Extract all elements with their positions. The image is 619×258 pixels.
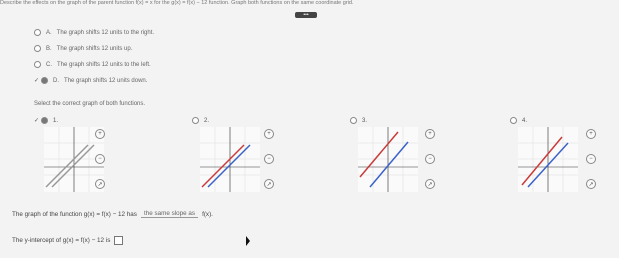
option-text: The graph shifts 12 units down. <box>64 77 148 84</box>
zoom-in-icon[interactable]: + <box>586 129 596 139</box>
zoom-in-icon[interactable]: + <box>95 129 105 139</box>
zoom-in-icon[interactable]: + <box>425 129 435 139</box>
graph-choice-3[interactable] <box>350 117 367 124</box>
mouse-cursor-icon <box>246 236 250 246</box>
slope-sentence-suffix: f(x). <box>202 210 213 218</box>
zoom-out-icon[interactable]: − <box>95 154 105 164</box>
zoom-in-icon[interactable]: + <box>264 129 274 139</box>
intercept-sentence-prefix: The y-intercept of g(x) = f(x) − 12 is <box>12 237 111 244</box>
option-letter: B. <box>46 45 52 52</box>
more-button[interactable]: ••• <box>295 12 317 18</box>
intercept-answer-box[interactable] <box>114 236 123 245</box>
radio-icon[interactable] <box>350 117 357 124</box>
radio-icon[interactable] <box>510 117 517 124</box>
option-letter: D. <box>53 77 60 84</box>
slope-sentence <box>12 210 213 218</box>
expand-icon[interactable]: ↗ <box>586 179 596 189</box>
radio-icon[interactable] <box>34 29 41 36</box>
expand-icon[interactable]: ↗ <box>425 179 435 189</box>
slope-dropdown[interactable]: the same slope as <box>141 210 198 218</box>
option-c[interactable] <box>34 61 151 68</box>
intercept-sentence <box>12 236 123 245</box>
option-letter: C. <box>46 61 52 68</box>
option-b[interactable] <box>34 45 132 52</box>
checkmark-icon: ✓ <box>34 78 40 84</box>
expand-icon[interactable]: ↗ <box>95 179 105 189</box>
instruction-text: Describe the effects on the graph of the parent function f(x) = x for the g(x) = f(x) − 12 function. Graph both functions on the same coordinate grid. <box>0 0 354 6</box>
graph-label: 3. <box>362 117 368 124</box>
radio-icon[interactable] <box>41 117 48 124</box>
option-letter: A. <box>46 29 52 36</box>
zoom-out-icon[interactable]: − <box>264 154 274 164</box>
option-text: The graph shifts 12 units to the right. <box>56 29 155 36</box>
graph-label: 2. <box>204 117 210 124</box>
graph-2[interactable] <box>200 127 260 192</box>
graph-choice-4[interactable] <box>510 117 527 124</box>
expand-icon[interactable]: ↗ <box>264 179 274 189</box>
graph-4[interactable] <box>518 127 578 192</box>
zoom-out-icon[interactable]: − <box>425 154 435 164</box>
graph-label: 4. <box>522 117 528 124</box>
option-text: The graph shifts 12 units to the left. <box>57 61 151 68</box>
graph-label: 1. <box>53 117 59 124</box>
option-text: The graph shifts 12 units up. <box>56 45 133 52</box>
graph-3[interactable] <box>358 127 418 192</box>
option-d[interactable] <box>34 77 147 84</box>
checkmark-icon: ✓ <box>34 118 40 124</box>
radio-icon[interactable] <box>41 77 48 84</box>
radio-icon[interactable] <box>34 45 41 52</box>
option-a[interactable] <box>34 29 154 36</box>
zoom-out-icon[interactable]: − <box>586 154 596 164</box>
graph-choice-1[interactable] <box>34 117 58 124</box>
radio-icon[interactable] <box>34 61 41 68</box>
slope-sentence-prefix: The graph of the function g(x) = f(x) − 12 has <box>12 210 137 218</box>
graph-prompt: Select the correct graph of both functions. <box>34 101 146 107</box>
radio-icon[interactable] <box>192 117 199 124</box>
graph-choice-2[interactable] <box>192 117 209 124</box>
